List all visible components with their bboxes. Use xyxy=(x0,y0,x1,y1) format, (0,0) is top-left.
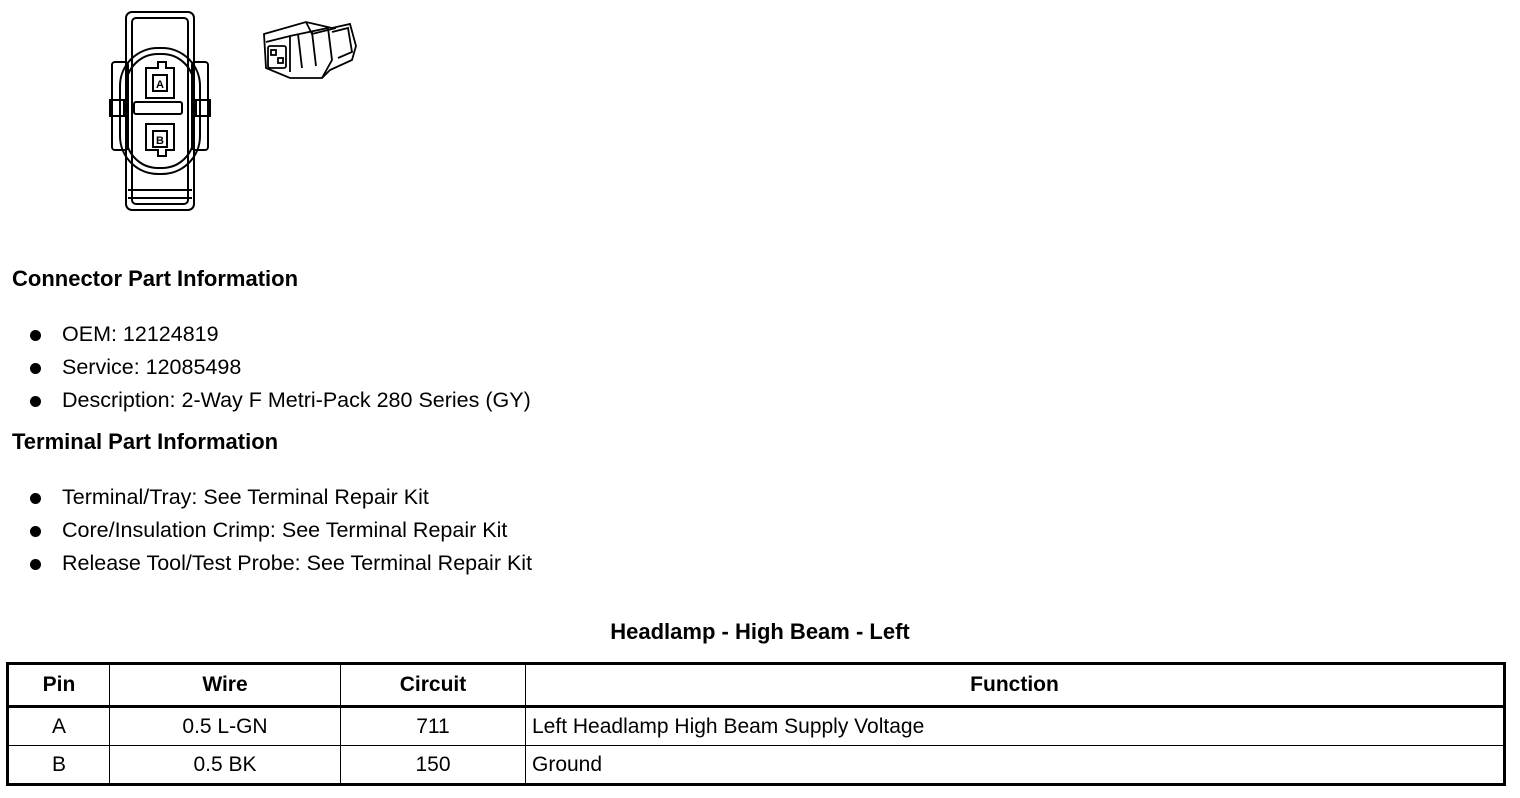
connector-illustration xyxy=(100,6,370,216)
list-item xyxy=(28,351,531,384)
pin-table-title: Headlamp - High Beam - Left xyxy=(610,619,910,644)
bullet-icon xyxy=(30,363,41,374)
table-row xyxy=(8,746,1505,785)
table-row xyxy=(8,707,1505,746)
function-cell: Left Headlamp High Beam Supply Voltage xyxy=(526,707,1505,746)
pin-b-label: B xyxy=(156,135,164,147)
pin-table xyxy=(6,662,1506,786)
wire-cell: 0.5 BK xyxy=(110,746,341,785)
list-item xyxy=(28,547,532,580)
table-header-row xyxy=(8,664,1505,707)
terminal-tray: Terminal/Tray: See Terminal Repair Kit xyxy=(62,485,429,509)
bullet-icon xyxy=(30,396,41,407)
pin-cell: B xyxy=(8,746,110,785)
pin-a-label: A xyxy=(156,79,164,91)
function-cell: Ground xyxy=(526,746,1505,785)
list-item xyxy=(28,514,532,547)
service-part-number: Service: 12085498 xyxy=(62,355,242,379)
terminal-part-info-list xyxy=(28,481,532,580)
column-header-wire: Wire xyxy=(110,664,341,707)
core-insulation-crimp: Core/Insulation Crimp: See Terminal Repair Kit xyxy=(62,518,508,542)
connector-part-info-list xyxy=(28,318,531,417)
column-header-pin: Pin xyxy=(8,664,110,707)
pin-cell: A xyxy=(8,707,110,746)
wire-cell: 0.5 L-GN xyxy=(110,707,341,746)
oem-part-number: OEM: 12124819 xyxy=(62,322,219,346)
circuit-cell: 150 xyxy=(341,746,526,785)
list-item xyxy=(28,318,531,351)
bullet-icon xyxy=(30,330,41,341)
bullet-icon xyxy=(30,493,41,504)
column-header-circuit: Circuit xyxy=(341,664,526,707)
connector-part-info-heading: Connector Part Information xyxy=(12,266,299,291)
list-item xyxy=(28,481,532,514)
terminal-part-info-heading: Terminal Part Information xyxy=(12,429,279,454)
connector-description: Description: 2-Way F Metri-Pack 280 Series (GY) xyxy=(62,388,531,412)
connector-face-body xyxy=(126,12,194,210)
circuit-cell: 711 xyxy=(341,707,526,746)
bullet-icon xyxy=(30,559,41,570)
bullet-icon xyxy=(30,526,41,537)
list-item xyxy=(28,384,531,417)
release-tool-test-probe: Release Tool/Test Probe: See Terminal Repair Kit xyxy=(62,551,533,575)
connector-iso-view xyxy=(264,22,356,78)
column-header-function: Function xyxy=(526,664,1505,707)
